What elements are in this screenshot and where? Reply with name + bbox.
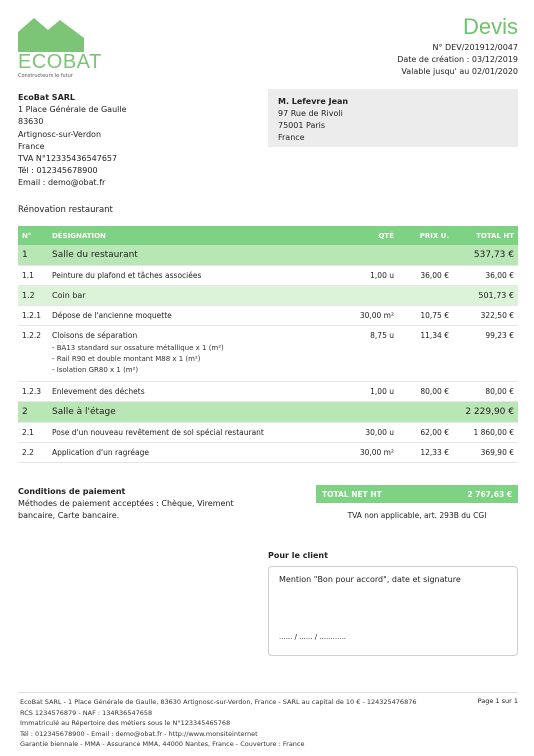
row-note: - BA13 standard sur ossature métallique x 1 (m²) [52,344,224,352]
client-name: M. Lefevre Jean [278,97,349,106]
row-total: 501,73 € [453,286,518,306]
conditions-title: Conditions de paiement [18,487,126,496]
row-num: 1.2.1 [18,306,48,326]
footer-line: RCS 1234576879 - NAF : 134R36547658 [20,708,153,717]
row-unit-price: 80,00 € [398,382,453,402]
header-qty: QTÉ [338,226,398,245]
footer-line: Immatriculé au Répertoire des métiers sous le N°123345465768 [20,719,231,727]
footer-divider [18,692,518,693]
signature-box[interactable] [268,566,518,656]
row-note: - Rail R90 et double montant M88 x 1 (m²) [52,355,201,363]
creation-date: Date de création : 03/12/2019 [397,55,518,64]
row-total: 99,23 € [453,326,518,382]
client-address: 97 Rue de Rivoli [278,109,343,118]
row-designation: Coin bar [48,286,453,306]
quote-object: Rénovation restaurant [18,205,113,215]
conditions-text: Méthodes de paiement acceptées : Chèque, Virement bancaire, Carte bancaire. [18,499,234,520]
logo-tagline: Constructeurs le futur [18,73,73,79]
payment-conditions [18,486,268,522]
row-note: - Isolation GR80 x 1 (m²) [52,366,139,374]
company-logo [18,16,102,80]
header-designation: DÉSIGNATION [48,226,338,245]
table-header-row [18,226,518,245]
row-total: 322,50 € [453,306,518,326]
row-unit-price: 62,00 € [398,423,453,443]
row-designation: Enlevement des déchets [48,382,338,402]
sender-email: Email : demo@obat.fr [18,178,106,188]
sender-zip: 83630 [18,117,44,127]
sender-tva: TVA N°12335436547657 [18,154,118,164]
sender-phone: Tél : 012345678900 [18,166,98,176]
row-designation-cell [48,326,338,382]
header-total: TOTAL HT [453,226,518,245]
page-number: Page 1 sur 1 [477,697,518,705]
signature-label: Pour le client [268,551,328,560]
signature-instruction: Mention "Bon pour accord", date et signature [279,575,461,584]
row-designation: Salle du restaurant [48,245,453,266]
row-num: 2.2 [18,443,48,463]
section-row [18,245,518,266]
document-meta [397,42,518,78]
legal-footer [20,697,416,750]
row-qty: 1,00 u [338,266,398,286]
row-designation: Application d'un ragréage [48,443,338,463]
row-num: 1.2 [18,286,48,306]
row-num: 1 [18,245,48,266]
logo-wordmark: ECOBAT [18,51,102,73]
total-label: TOTAL NET HT [322,490,382,499]
sender-name: EcoBat SARL [18,93,76,102]
row-qty: 8,75 u [338,326,398,382]
row-total: 80,00 € [453,382,518,402]
row-total: 36,00 € [453,266,518,286]
footer-line: EcoBat SARL - 1 Place Générale de Gaulle, 83630 Artignosc-sur-Verdon, France - SARL au capital de 10 € - 124325476876 [20,698,417,706]
total-net-box [316,485,518,503]
row-total: 2 229,90 € [453,402,518,423]
row-total: 1 860,00 € [453,423,518,443]
signature-date-line: ...... / ...... / ............ [279,633,347,641]
row-unit-price: 10,75 € [398,306,453,326]
row-total: 369,90 € [453,443,518,463]
row-unit-price: 36,00 € [398,266,453,286]
row-qty: 1,00 u [338,382,398,402]
sender-country: France [18,141,45,151]
table-row [18,443,518,463]
row-unit-price: 12,33 € [398,443,453,463]
row-num: 1.1 [18,266,48,286]
row-designation: Pose d'un nouveau revêtement de sol spécial restaurant [48,423,338,443]
row-total: 537,73 € [453,245,518,266]
table-row [18,266,518,286]
row-num: 2.1 [18,423,48,443]
mountain-logo-icon [18,16,84,52]
table-row [18,326,518,382]
items-table [18,226,518,463]
tva-note: TVA non applicable, art. 293B du CGI [347,511,487,520]
row-designation: Cloisons de séparation [52,331,138,340]
section-row [18,402,518,423]
header-unit-price: PRIX U. [398,226,453,245]
table-row [18,423,518,443]
sender-address: 1 Place Générale de Gaulle [18,105,127,115]
sender-city: Artignosc-sur-Verdon [18,129,102,139]
table-row [18,382,518,402]
sender-block [18,92,127,190]
table-row [18,306,518,326]
total-value: 2 767,63 € [467,490,512,499]
row-designation: Salle à l'étage [48,402,453,423]
row-num: 1.2.3 [18,382,48,402]
client-city: 75001 Paris [278,121,326,130]
row-unit-price: 11,34 € [398,326,453,382]
document-title: Devis [462,14,518,39]
row-designation: Dépose de l'ancienne moquette [48,306,338,326]
header-num: N° [18,226,48,245]
row-qty: 30,00 m² [338,306,398,326]
row-qty: 30,00 u [338,423,398,443]
subsection-row [18,286,518,306]
footer-line: Tél : 012345678900 - Email : demo@obat.fr - http://www.monsiteinternet [20,729,258,738]
row-num: 1.2.2 [18,326,48,382]
row-num: 2 [18,402,48,423]
client-country: France [278,133,305,142]
validity-date: Valable jusqu' au 02/01/2020 [401,67,518,76]
client-block [268,89,518,147]
footer-line: Garantie biennale - MMA - Assurance MMA, 44000 Nantes, France - Couverture : France [20,740,305,748]
document-number: N° DEV/201912/0047 [432,43,518,52]
row-designation: Peinture du plafond et tâches associées [48,266,338,286]
row-qty: 30,00 m² [338,443,398,463]
